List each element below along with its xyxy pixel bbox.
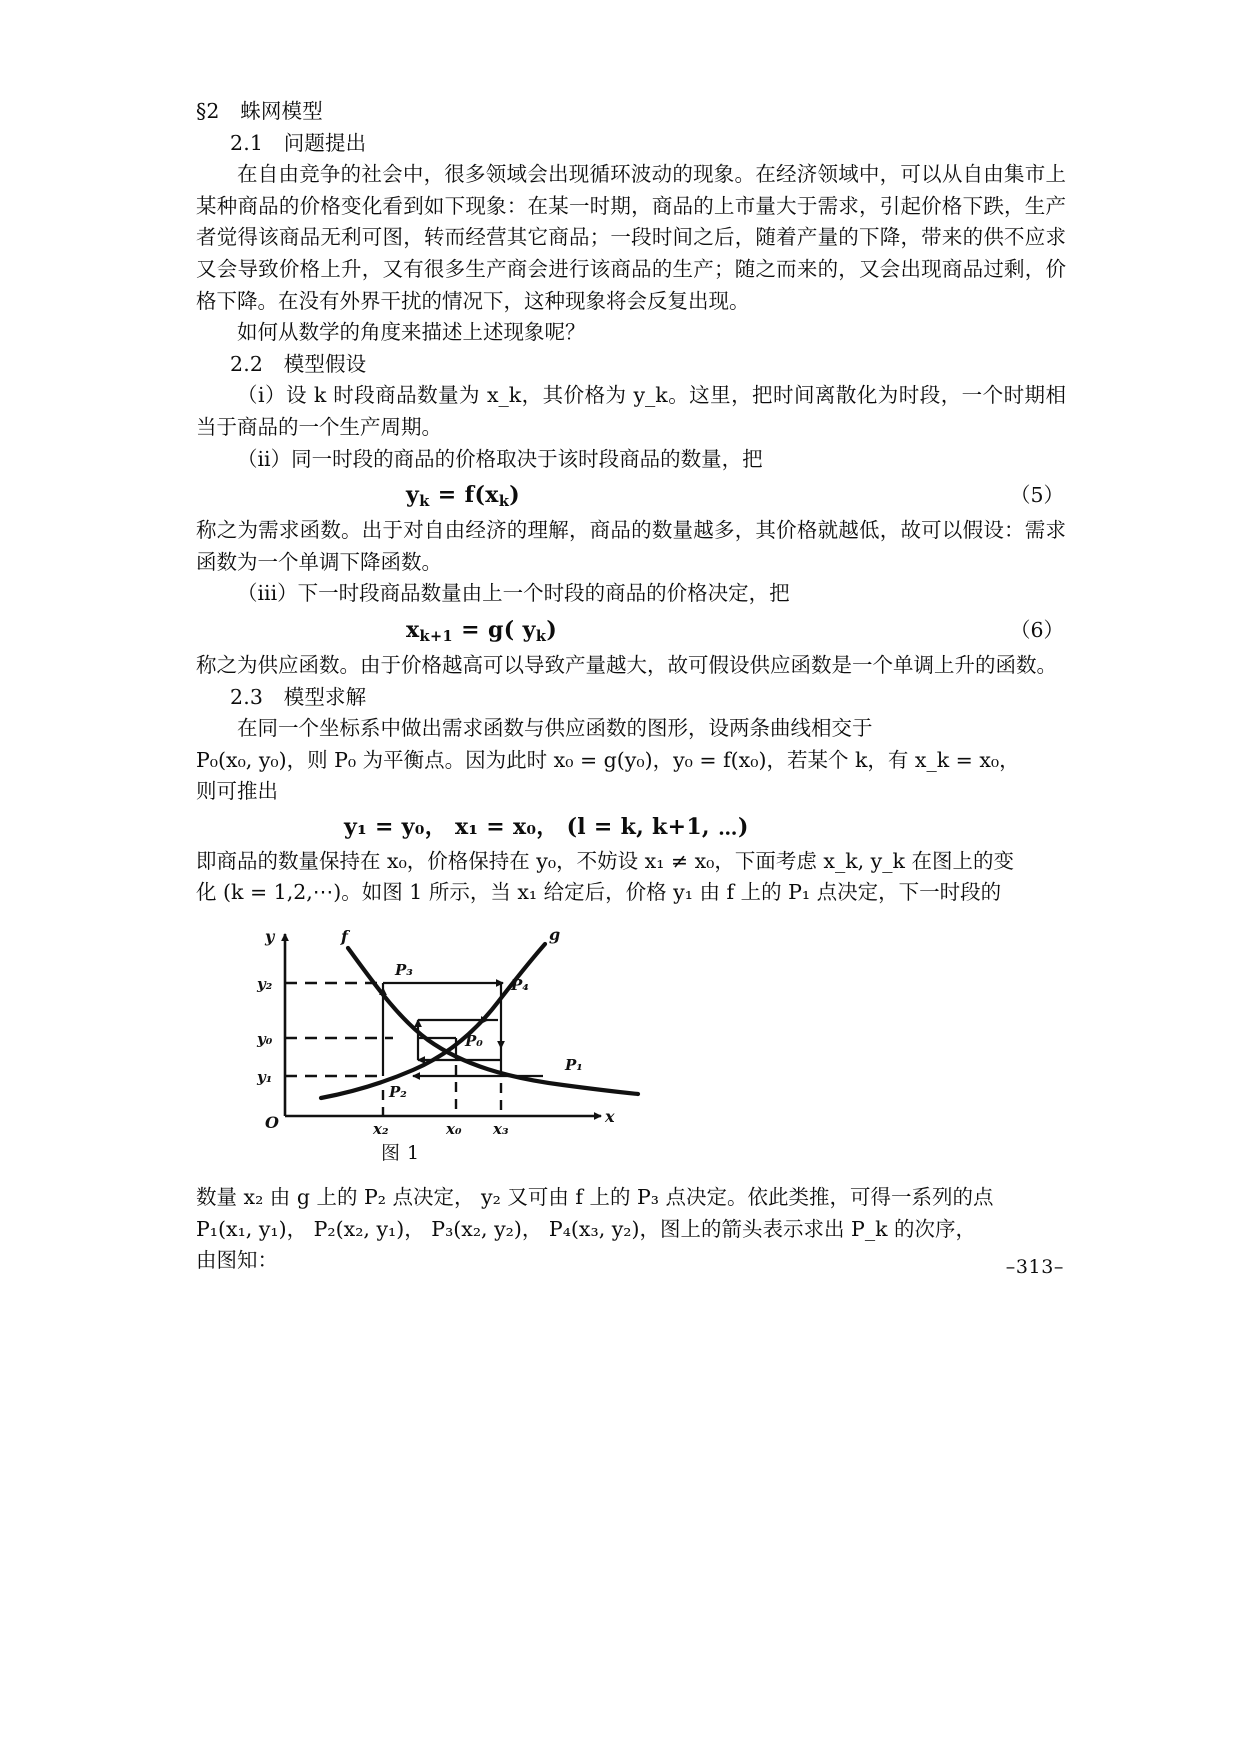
derivation-lead-in: 则可推出 (196, 779, 278, 804)
subsection-heading-2-2: 2.2 模型假设 (230, 351, 367, 376)
paragraph-2-1-1: 在自由竞争的社会中，很多领域会出现循环波动的现象。在经济领域中，可以从自由集市上某种商品的价格变化看到如下现象：在某一时期，商品的上市量大于需求，引起价格下跌，生产者觉得该商品无利可图，转而经营其它商品；一段时间之后，随着产量的下降，带来的供不应求又会导致价格上升，又有很多生产商会进行该商品的生产；随之而来的，又会出现商品过剩，价格下降。在没有外界干扰的情况下，这种现象将会反复出现。 (196, 162, 1066, 313)
point-label-p4: P₄ (511, 976, 529, 995)
eq6-lhs: x (406, 616, 420, 643)
page-content (196, 96, 1066, 1277)
cobweb-path (383, 983, 543, 1076)
assumption-i: （i）设 k 时段商品数量为 x_k，其价格为 y_k。这里，把时间离散化为时段，一个时期相当于商品的一个生产周期。 (196, 383, 1066, 439)
demand-function-description: 称之为需求函数。出于对自由经济的理解，商品的数量越多，其价格就越低，故可以假设：需求函数为一个单调下降函数。 (196, 518, 1066, 574)
eq6-rel: = g( y (453, 616, 536, 643)
paragraph-after-figure-1: 数量 x₂ 由 g 上的 P₂ 点决定， y₂ 又可由 f 上的 P₃ 点决定。依此类推，可得一系列的点 (196, 1185, 994, 1210)
curve-label-g: g (549, 925, 561, 945)
eq5-rhs-sub: k (498, 493, 510, 511)
figure-1 (196, 920, 1066, 1182)
axes (285, 934, 601, 1116)
assumption-ii: （ii）同一时段的商品的价格取决于该时段商品的数量，把 (237, 446, 763, 471)
cobweb-diagram (253, 920, 653, 1135)
figure-labels (256, 925, 615, 1135)
point-label-p2: P₂ (389, 1083, 407, 1102)
eq5-rel: = f(x (429, 482, 499, 509)
paragraph-2-1-2: 如何从数学的角度来描述上述现象呢？ (237, 320, 586, 345)
equation-5-body (406, 475, 520, 522)
axis-label-y: y (265, 927, 275, 947)
x-tick-x2: x₂ (373, 1120, 389, 1136)
point-label-p1: P₁ (565, 1056, 583, 1075)
subsection-heading-2-3: 2.3 模型求解 (230, 684, 367, 709)
paragraph-after-fixed-1: 即商品的数量保持在 x₀，价格保持在 y₀，不妨设 x₁ ≠ x₀，下面考虑 x_k, y_k 在图上的变 (196, 848, 1014, 873)
eq6-rhs-sub: k (535, 627, 547, 645)
eq6-lhs-sub: k+1 (419, 627, 454, 645)
assumption-iii: （iii）下一时段商品数量由上一个时段的商品的价格决定，把 (237, 581, 790, 606)
axis-label-origin: O (265, 1113, 279, 1133)
subsection-heading-2-1: 2.1 问题提出 (230, 130, 367, 155)
eq5-lhs: y (406, 482, 420, 509)
equation-5-number: （5） (1009, 483, 1064, 508)
eq6-close: ) (546, 616, 558, 643)
paragraph-2-3-1: 在同一个坐标系中做出需求函数与供应函数的图形，设两条曲线相交于 (237, 716, 873, 741)
page-number: –313– (1005, 1256, 1064, 1278)
eq5-lhs-sub: k (419, 493, 430, 511)
figure-caption: 图 1 (381, 1142, 420, 1165)
paragraph-after-figure-3: 由图知： (196, 1248, 278, 1273)
equation-6-row (196, 610, 1066, 650)
section-heading-2: §2 蛛网模型 (196, 99, 323, 123)
equation-6-body (406, 610, 557, 657)
y-tick-y0: y₀ (257, 1030, 273, 1049)
point-label-p3: P₃ (395, 961, 413, 980)
equation-fixed-point: y₁ = y₀， x₁ = x₀， (l = k, k+1, ⋯) (344, 813, 749, 840)
y-tick-y2: y₂ (257, 975, 273, 994)
x-tick-x3: x₃ (493, 1120, 509, 1136)
x-tick-x0: x₀ (446, 1120, 462, 1136)
eq5-close: ) (509, 482, 521, 509)
paragraph-after-fixed-2: 化 (k = 1,2,⋯)。如图 1 所示，当 x₁ 给定后，价格 y₁ 由 f 上的 P₁ 点决定，下一时段的 (196, 880, 1002, 905)
equilibrium-point-line: P₀(x₀, y₀)，则 P₀ 为平衡点。因为此时 x₀ = g(y₀)，y₀ = f(x₀)，若某个 k，有 x_k = x₀， (196, 747, 1020, 772)
y-tick-y1: y₁ (257, 1068, 273, 1087)
paragraph-after-figure-2: P₁(x₁, y₁)， P₂(x₂, y₁)， P₃(x₂, y₂)， P₄(x₃, y₂)，图上的箭头表示求出 P_k 的次序， (196, 1216, 977, 1241)
curve-label-f: f (341, 927, 348, 947)
equation-5-row (196, 475, 1066, 515)
axis-label-x: x (605, 1107, 615, 1127)
equation-6-number: （6） (1009, 617, 1064, 642)
point-label-p0: P₀ (465, 1032, 483, 1051)
supply-function-description: 称之为供应函数。由于价格越高可以导致产量越大，故可假设供应函数是一个单调上升的函数。 (196, 652, 1057, 677)
